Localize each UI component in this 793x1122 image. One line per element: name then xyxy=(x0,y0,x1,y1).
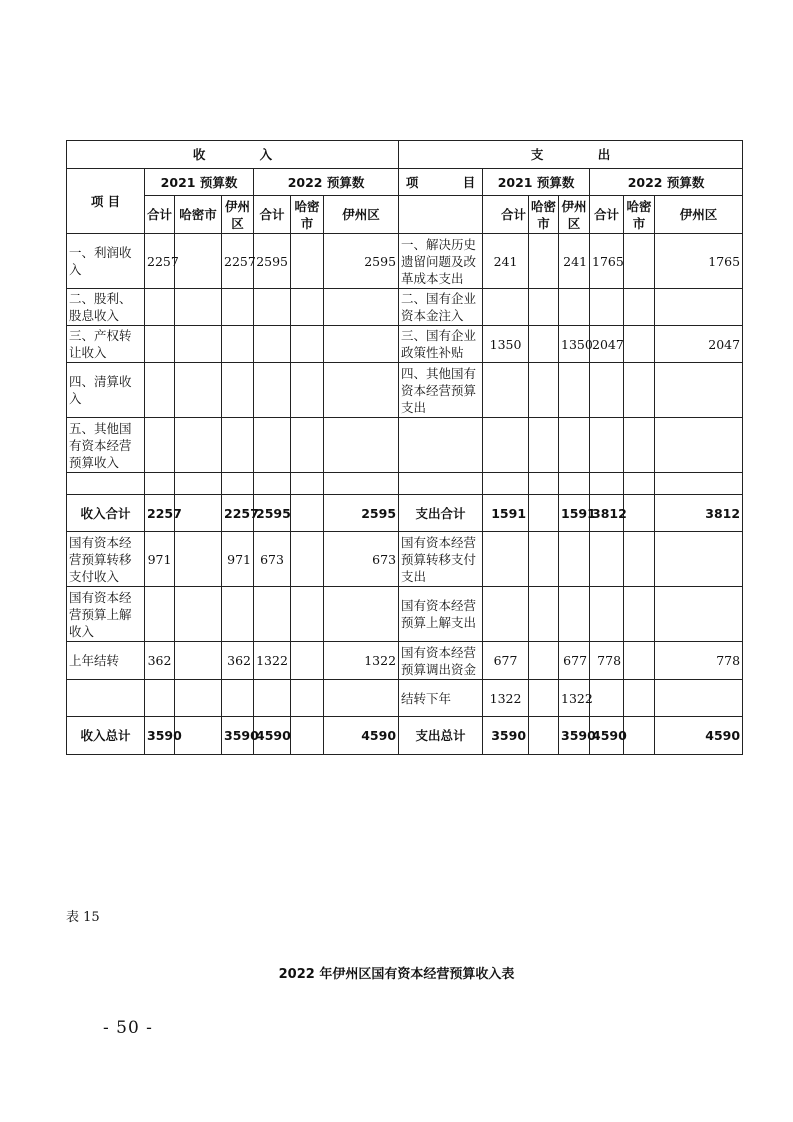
cell: 778 xyxy=(655,642,743,680)
expense-22-total-header: 合计 xyxy=(590,196,624,234)
cell xyxy=(529,473,559,495)
expense-item: 国有资本经营预算上解支出 xyxy=(399,587,483,642)
cell xyxy=(254,473,291,495)
cell: 1350 xyxy=(559,326,590,363)
cell xyxy=(529,495,559,532)
cell xyxy=(624,234,655,289)
income-item: 二、股利、股息收入 xyxy=(67,289,145,326)
cell xyxy=(655,532,743,587)
income-item xyxy=(67,473,145,495)
cell: 4590 xyxy=(324,717,399,755)
cell xyxy=(291,234,324,289)
cell xyxy=(291,532,324,587)
income-header: 收 入 xyxy=(67,141,399,169)
cell xyxy=(624,642,655,680)
cell xyxy=(529,642,559,680)
cell xyxy=(483,473,529,495)
cell: 4590 xyxy=(655,717,743,755)
cell xyxy=(145,587,175,642)
cell xyxy=(222,680,254,717)
cell xyxy=(559,587,590,642)
income-21-yizhou-header: 伊州区 xyxy=(222,196,254,234)
cell xyxy=(559,532,590,587)
cell xyxy=(175,234,222,289)
income-2022-header: 2022 预算数 xyxy=(254,169,399,196)
cell xyxy=(254,418,291,473)
cell: 1591 xyxy=(559,495,590,532)
cell xyxy=(324,363,399,418)
expense-item: 国有资本经营预算调出资金 xyxy=(399,642,483,680)
cell xyxy=(624,418,655,473)
expense-subtotal-label: 支出合计 xyxy=(399,495,483,532)
cell: 2257 xyxy=(222,495,254,532)
cell: 3590 xyxy=(145,717,175,755)
cell xyxy=(145,326,175,363)
cell xyxy=(175,587,222,642)
cell: 362 xyxy=(222,642,254,680)
cell: 2257 xyxy=(145,495,175,532)
cell xyxy=(590,289,624,326)
cell xyxy=(145,363,175,418)
cell: 2595 xyxy=(254,234,291,289)
expense-header: 支 出 xyxy=(399,141,743,169)
cell xyxy=(291,587,324,642)
cell xyxy=(175,289,222,326)
cell: 1322 xyxy=(254,642,291,680)
cell xyxy=(624,363,655,418)
expense-item: 三、国有企业政策性补贴 xyxy=(399,326,483,363)
cell: 1591 xyxy=(483,495,529,532)
expense-item: 一、解决历史遗留问题及改革成本支出 xyxy=(399,234,483,289)
cell xyxy=(175,473,222,495)
cell xyxy=(590,680,624,717)
cell: 2257 xyxy=(222,234,254,289)
income-item: 国有资本经营预算转移支付收入 xyxy=(67,532,145,587)
cell xyxy=(559,418,590,473)
cell xyxy=(324,418,399,473)
cell: 3590 xyxy=(483,717,529,755)
cell xyxy=(291,418,324,473)
cell xyxy=(324,473,399,495)
cell: 1350 xyxy=(483,326,529,363)
expense-21-total-header: 合计 xyxy=(483,196,529,234)
cell xyxy=(529,680,559,717)
cell xyxy=(590,587,624,642)
cell: 2595 xyxy=(324,234,399,289)
income-item: 一、利润收入 xyxy=(67,234,145,289)
cell xyxy=(291,326,324,363)
expense-21-hami-header: 哈密市 xyxy=(529,196,559,234)
income-21-total-header: 合计 xyxy=(145,196,175,234)
cell xyxy=(590,418,624,473)
cell xyxy=(145,418,175,473)
cell xyxy=(483,532,529,587)
cell: 2047 xyxy=(590,326,624,363)
income-item: 国有资本经营预算上解收入 xyxy=(67,587,145,642)
table-row xyxy=(67,532,743,587)
cell: 3812 xyxy=(655,495,743,532)
cell xyxy=(483,363,529,418)
cell xyxy=(483,587,529,642)
cell xyxy=(559,289,590,326)
expense-item: 国有资本经营预算转移支付支出 xyxy=(399,532,483,587)
cell xyxy=(222,326,254,363)
cell xyxy=(624,680,655,717)
cell xyxy=(529,418,559,473)
page-number: - 50 - xyxy=(103,1018,153,1038)
cell xyxy=(655,587,743,642)
cell xyxy=(624,587,655,642)
cell: 778 xyxy=(590,642,624,680)
cell xyxy=(655,680,743,717)
income-21-hami-header: 哈密市 xyxy=(175,196,222,234)
cell xyxy=(655,473,743,495)
expense-item: 结转下年 xyxy=(399,680,483,717)
table-row xyxy=(67,717,743,755)
cell xyxy=(624,289,655,326)
cell: 677 xyxy=(559,642,590,680)
table-row xyxy=(67,363,743,418)
cell xyxy=(324,326,399,363)
cell: 2047 xyxy=(655,326,743,363)
next-table-title: 2022 年伊州区国有资本经营预算收入表 xyxy=(278,967,515,982)
cell xyxy=(529,289,559,326)
cell: 241 xyxy=(559,234,590,289)
cell: 3590 xyxy=(559,717,590,755)
expense-item-header: 项 目 xyxy=(399,169,483,196)
cell: 362 xyxy=(145,642,175,680)
cell xyxy=(324,587,399,642)
expense-item-blank xyxy=(399,196,483,234)
cell: 1765 xyxy=(590,234,624,289)
cell xyxy=(529,234,559,289)
cell xyxy=(559,363,590,418)
cell xyxy=(254,363,291,418)
cell xyxy=(529,532,559,587)
income-item: 五、其他国有资本经营预算收入 xyxy=(67,418,145,473)
table-row xyxy=(67,418,743,473)
income-22-hami-header: 哈密市 xyxy=(291,196,324,234)
cell xyxy=(291,289,324,326)
cell xyxy=(145,680,175,717)
cell: 673 xyxy=(254,532,291,587)
table-caption: 表 15 xyxy=(66,910,100,925)
cell: 3812 xyxy=(590,495,624,532)
cell: 1322 xyxy=(324,642,399,680)
income-22-total-header: 合计 xyxy=(254,196,291,234)
cell xyxy=(254,326,291,363)
table-row xyxy=(67,473,743,495)
table-row xyxy=(67,234,743,289)
income-item: 三、产权转让收入 xyxy=(67,326,145,363)
cell xyxy=(624,495,655,532)
income-subtotal-label: 收入合计 xyxy=(67,495,145,532)
expense-item xyxy=(399,473,483,495)
cell xyxy=(175,680,222,717)
expense-22-hami-header: 哈密市 xyxy=(624,196,655,234)
cell xyxy=(291,473,324,495)
income-22-yizhou-header: 伊州区 xyxy=(324,196,399,234)
expense-2021-header: 2021 预算数 xyxy=(483,169,590,196)
table-row xyxy=(67,587,743,642)
table-row xyxy=(67,289,743,326)
cell xyxy=(624,326,655,363)
cell xyxy=(254,680,291,717)
cell xyxy=(529,717,559,755)
cell xyxy=(529,587,559,642)
table-row xyxy=(67,680,743,717)
cell xyxy=(291,495,324,532)
cell xyxy=(655,289,743,326)
cell xyxy=(291,717,324,755)
cell xyxy=(590,532,624,587)
table-row xyxy=(67,326,743,363)
cell xyxy=(291,680,324,717)
income-2021-header: 2021 预算数 xyxy=(145,169,254,196)
cell xyxy=(175,363,222,418)
cell xyxy=(222,363,254,418)
table-row xyxy=(67,642,743,680)
cell xyxy=(324,680,399,717)
cell xyxy=(254,587,291,642)
income-grand-total-label: 收入总计 xyxy=(67,717,145,755)
cell xyxy=(222,587,254,642)
cell xyxy=(655,418,743,473)
cell xyxy=(222,473,254,495)
cell xyxy=(529,326,559,363)
cell xyxy=(655,363,743,418)
cell: 1322 xyxy=(559,680,590,717)
cell xyxy=(145,473,175,495)
cell xyxy=(590,363,624,418)
cell: 3590 xyxy=(222,717,254,755)
cell: 241 xyxy=(483,234,529,289)
cell: 673 xyxy=(324,532,399,587)
cell: 4590 xyxy=(254,717,291,755)
cell xyxy=(559,473,590,495)
cell xyxy=(175,532,222,587)
expense-item: 四、其他国有资本经营预算支出 xyxy=(399,363,483,418)
cell xyxy=(483,289,529,326)
cell: 1765 xyxy=(655,234,743,289)
cell xyxy=(624,717,655,755)
cell xyxy=(175,326,222,363)
expense-21-yizhou-header: 伊州区 xyxy=(559,196,590,234)
cell xyxy=(624,473,655,495)
cell: 2595 xyxy=(324,495,399,532)
expense-item: 二、国有企业资本金注入 xyxy=(399,289,483,326)
cell: 677 xyxy=(483,642,529,680)
cell xyxy=(324,289,399,326)
table-row xyxy=(67,495,743,532)
income-item-header: 项 目 xyxy=(67,169,145,234)
cell xyxy=(175,642,222,680)
cell xyxy=(291,642,324,680)
cell: 1322 xyxy=(483,680,529,717)
expense-grand-total-label: 支出总计 xyxy=(399,717,483,755)
cell xyxy=(222,289,254,326)
cell: 971 xyxy=(145,532,175,587)
cell xyxy=(529,363,559,418)
expense-2022-header: 2022 预算数 xyxy=(590,169,743,196)
cell xyxy=(590,473,624,495)
budget-table xyxy=(66,140,743,755)
income-item: 上年结转 xyxy=(67,642,145,680)
income-item xyxy=(67,680,145,717)
cell: 2595 xyxy=(254,495,291,532)
cell xyxy=(483,418,529,473)
cell xyxy=(254,289,291,326)
expense-22-yizhou-header: 伊州区 xyxy=(655,196,743,234)
cell: 4590 xyxy=(590,717,624,755)
cell: 2257 xyxy=(145,234,175,289)
cell xyxy=(291,363,324,418)
cell xyxy=(145,289,175,326)
cell: 971 xyxy=(222,532,254,587)
cell xyxy=(222,418,254,473)
cell xyxy=(624,532,655,587)
cell xyxy=(175,418,222,473)
income-item: 四、清算收入 xyxy=(67,363,145,418)
expense-item xyxy=(399,418,483,473)
